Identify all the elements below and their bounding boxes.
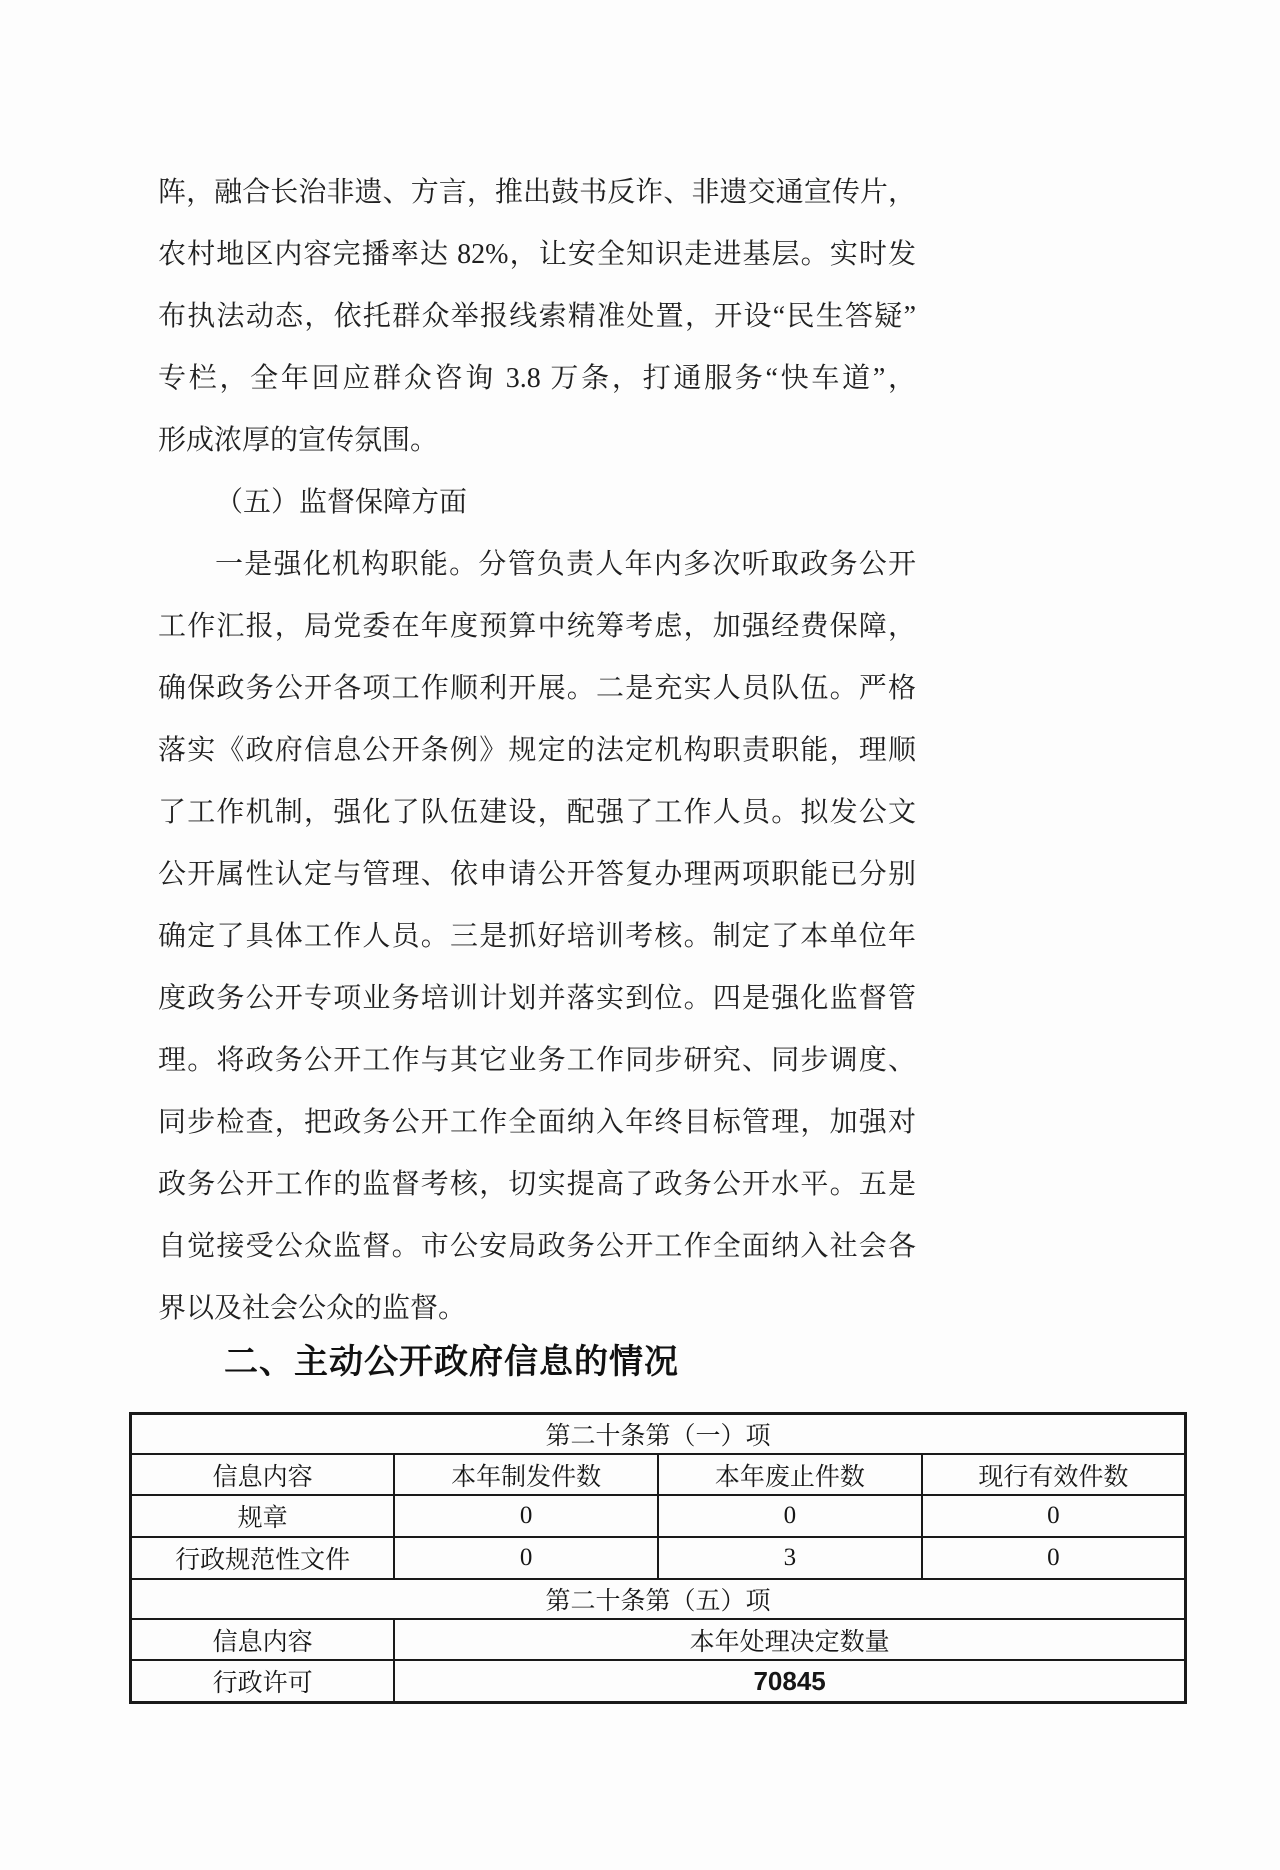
column-header: 信息内容 [131,1619,395,1660]
table-row [131,1660,1186,1703]
row-label: 行政许可 [131,1660,395,1703]
text-line: 一是强化机构职能。分管负责人年内多次听取政务公开 [215,549,916,580]
text-line: 确保政务公开各项工作顺利开展。二是充实人员队伍。严格 [158,673,916,704]
text-line: 自觉接受公众监督。市公安局政务公开工作全面纳入社会各 [158,1231,916,1262]
table-row [131,1495,1186,1537]
column-header: 本年制发件数 [394,1454,658,1495]
info-table [129,1412,1187,1704]
column-header: 现行有效件数 [922,1454,1186,1495]
text-line: 理。将政务公开工作与其它业务工作同步研究、同步调度、 [158,1045,916,1076]
text-line: 确定了具体工作人员。三是抓好培训考核。制定了本单位年 [158,921,916,952]
subsection-heading: （五）监督保障方面 [215,487,468,518]
text-line: 政务公开工作的监督考核，切实提高了政务公开水平。五是 [158,1169,916,1200]
text-line: 工作汇报，局党委在年度预算中统筹考虑，加强经费保障， [158,611,916,642]
cell-value: 0 [658,1495,922,1537]
table-section1-header-row [131,1454,1186,1495]
table-section2-title: 第二十条第（五）项 [131,1579,1186,1619]
row-label: 行政规范性文件 [131,1537,395,1579]
table-row [131,1537,1186,1579]
cell-value: 0 [922,1495,1186,1537]
column-header: 本年废止件数 [658,1454,922,1495]
body-text [158,162,916,1340]
text-line: 公开属性认定与管理、依申请公开答复办理两项职能已分别 [158,859,916,890]
cell-value: 0 [394,1537,658,1579]
info-table-wrap [129,1412,1187,1704]
table-section1-title-row [131,1414,1186,1455]
table-section2-title-row [131,1579,1186,1619]
cell-value: 70845 [394,1660,1185,1703]
table-section1-title: 第二十条第（一）项 [131,1414,1186,1455]
text-line: 农村地区内容完播率达 82%，让安全知识走进基层。实时发 [158,239,916,270]
text-line: 形成浓厚的宣传氛围。 [158,425,439,456]
text-line: 同步检查，把政务公开工作全面纳入年终目标管理，加强对 [158,1107,916,1138]
text-line: 专栏，全年回应群众咨询 3.8 万条，打通服务“快车道”， [158,363,916,394]
cell-value: 0 [394,1495,658,1537]
text-line: 布执法动态，依托群众举报线索精准处置，开设“民生答疑” [158,301,916,332]
table-section2-header-row [131,1619,1186,1660]
column-header: 信息内容 [131,1454,395,1495]
section-heading: 二、主动公开政府信息的情况 [224,1343,679,1381]
row-label: 规章 [131,1495,395,1537]
column-header: 本年处理决定数量 [394,1619,1185,1660]
text-line: 落实《政府信息公开条例》规定的法定机构职责职能，理顺 [158,735,916,766]
cell-value: 3 [658,1537,922,1579]
text-line: 界以及社会公众的监督。 [158,1293,467,1324]
text-line: 度政务公开专项业务培训计划并落实到位。四是强化监督管 [158,983,916,1014]
text-line: 阵，融合长治非遗、方言，推出鼓书反诈、非遗交通宣传片， [158,177,916,208]
text-line: 了工作机制，强化了队伍建设，配强了工作人员。拟发公文 [158,797,916,828]
cell-value: 0 [922,1537,1186,1579]
